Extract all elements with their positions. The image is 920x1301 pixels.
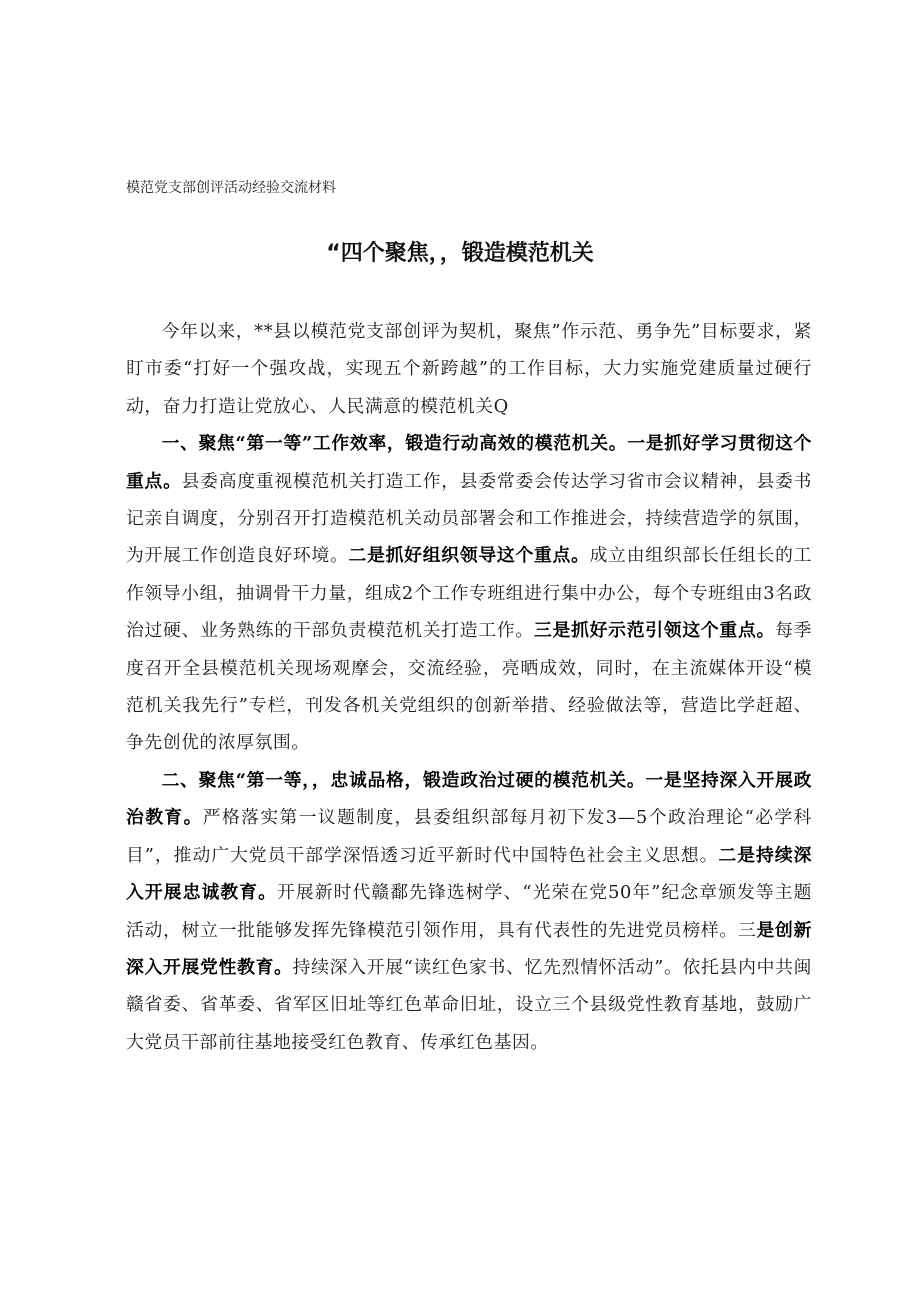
document-body bbox=[126, 313, 812, 1061]
section-two-paragraph bbox=[126, 762, 812, 1061]
text-run: 县委高度重视模范机关打造工作，县委常委会传达学习省市会议精神，县委书记亲自调度，分别召开打造模范机关动员部署会和工作推进会，持续营造学的氛围，为开展工作创造良好环境。 bbox=[126, 470, 812, 567]
text-run: 严格落实第一议题制度，县委组织部每月初下发3—5个政治理论“必学科目”，推动广大党员干部学深悟透习近平新时代中国特色社会主义思想。 bbox=[126, 807, 812, 866]
point-heading: 二是持续深入开展忠诚教育。 bbox=[126, 844, 812, 904]
text-run: 开展新时代赣鄱先锋选树学、“光荣在党50年”纪念章颁发等主题活动，树立一批能够发挥先锋模范引领作用，具有代表性的先进党员榜样。三 bbox=[126, 882, 812, 941]
point-heading: 三是抓好示范引领这个重点。 bbox=[533, 620, 776, 642]
document-category-label: 模范党支部创评活动经验交流材料 bbox=[126, 180, 336, 196]
point-heading: 二是抓好组织领导这个重点。 bbox=[348, 545, 590, 567]
text-run: 今年以来，**县以模范党支部创评为契机，聚焦”作示范、勇争先”目标要求，紧盯市委“打好一个强攻战，实现五个新跨越”的工作目标，大力实施党建质量过硬行动，奋力打造让党放心、人民满意的模范机关Q bbox=[126, 321, 812, 417]
section-one-paragraph bbox=[126, 425, 812, 762]
intro-paragraph bbox=[126, 313, 812, 425]
text-run: 成立由组织部长任组长的工作领导小组，抽调骨干力量，组成2个工作专班组进行集中办公，每个专班组由3名政治过硬、业务熟练的干部负责模范机关打造工作。 bbox=[126, 545, 812, 642]
point-heading: 是创新深入开展党性教育。 bbox=[126, 919, 812, 978]
document-title: “四个聚焦，，锻造模范机关 bbox=[326, 241, 594, 266]
section-one-heading: 一、聚焦“第一等”工作效率，锻造行动高效的模范机关。一是抓好学习贯彻这个重点。 bbox=[126, 433, 812, 492]
text-run: 持续深入开展“读红色家书、忆先烈情怀活动”。依托县内中共闽赣省委、省革委、省军区旧址等红色革命旧址，设立三个县级党性教育基地，鼓励广大党员干部前往基地接受红色教育、传承红色基因。 bbox=[126, 956, 812, 1053]
text-run: 每季度召开全县模范机关现场观摩会，交流经验，亮晒成效，同时，在主流媒体开设“模范机关我先行”专栏，刊发各机关党组织的创新举措、经验做法等，营造比学赶超、争先创优的浓厚氛围。 bbox=[126, 620, 812, 754]
section-two-heading: 二、聚焦“第一等，，忠诚品格，锻造政治过硬的模范机关。一是坚持深入开展政治教育。 bbox=[126, 769, 812, 829]
